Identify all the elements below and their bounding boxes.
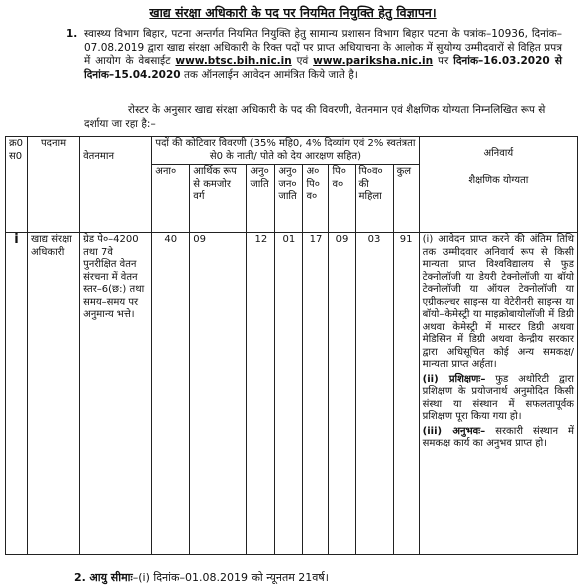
category-unreserved: अना०: [152, 165, 190, 233]
roster-paragraph: [84, 104, 562, 131]
header-serial: क्र0 स0: [6, 137, 28, 233]
table-row: [6, 233, 578, 555]
row-pay-scale: ग्रेड पे०–4200 तथा 7वे पुनरीक्षित वेतन संरचना में वेतन स्तर–6(छ:) तथा समय–समय पर अनुमान्य भत्ते।: [80, 233, 152, 555]
value-st: 01: [275, 233, 303, 555]
website-link-pariksha[interactable]: www.pariksha.nic.in: [313, 55, 434, 67]
header-qualification-cell: [419, 137, 577, 233]
category-total: कुल: [393, 165, 419, 233]
intro-paragraph: [66, 28, 562, 82]
category-st: अनु० जन० जाति: [275, 165, 303, 233]
experience-heading: (iii) अनुभवः–: [422, 425, 486, 437]
category-bc-women: पि०व० की महिला: [355, 165, 393, 233]
intro-text: स्वास्थ्य विभाग बिहार, पटना अन्तर्गत नियमित नियुक्ति हेतु सामान्य प्रशासन विभाग बिहार पटना के पत्रांक–10936, दिनांक–07.08.2019 द्वारा खाद्य संरक्षा अधिकारी के रिक्त पदों पर प्राप्त अधियाचना के आलोक में सुयोग्य उम्मीदवारों से विहित प्रपत्र में आयोग के वेबसाईट: [84, 28, 562, 67]
training-text: फुड अथोरिटी द्वारा प्रशिक्षण के प्रयोजनार्थ अनुमोदित किसी संस्था या संस्थान में सफलतापूर्वक प्रशिक्षण पूरा किया गया हो।: [422, 373, 574, 422]
category-ebc: अ० पि० व०: [303, 165, 329, 233]
qualification-details: [419, 233, 577, 555]
row-serial: i: [6, 233, 28, 555]
age-limit-line: [74, 570, 329, 585]
category-bc: पि० व०: [329, 165, 355, 233]
value-bc-women: 03: [355, 233, 393, 555]
invitation-text: तक ऑनलाईन आवेदन आमंत्रित किये जाते है।: [183, 68, 358, 81]
application-date-range: दिनांक–16.03.2020 से दिनांक–15.04.2020: [84, 55, 562, 81]
on-text: पर: [437, 55, 449, 67]
website-link-btsc[interactable]: www.btsc.bih.nic.in: [175, 55, 292, 67]
conjunction-text: एवं: [296, 55, 309, 67]
roster-text: रोस्टर के अनुसार खाद्य संरक्षा अधिकारी के पद की विवरणी, वेतनमान एवं शैक्षणिक योग्यता निम्नलिखित रूप से दर्शाया जा रहा है:–: [84, 104, 546, 130]
value-sc: 12: [247, 233, 275, 555]
age-limit-text: –(i) दिनांक–01.08.2019 को न्यूनतम 21वर्ष।: [132, 571, 329, 584]
vacancy-table: [5, 136, 578, 555]
header-pay-scale: वेतनमान: [80, 137, 152, 233]
paragraph-number: 1.: [66, 28, 78, 40]
experience-text: सरकारी संस्थान में समकक्ष कार्य का अनुभव प्राप्त हो।: [422, 425, 574, 449]
value-total: 91: [393, 233, 419, 555]
category-sc: अनु० जाति: [247, 165, 275, 233]
value-bc: 09: [329, 233, 355, 555]
page-title: खाद्य संरक्षा अधिकारी के पद पर नियमित नियुक्ति हेतु विज्ञापन।: [149, 5, 437, 20]
value-unreserved: 40: [152, 233, 190, 555]
header-vacancy-details: पदों की कोटिवार विवरणी (35% महि0, 4% दिव्यांग एवं 2% स्वतंत्रता से0 के नाती/ पोते को देय आरक्षण सहित): [152, 137, 419, 165]
qualification-degree: (i) आवेदन प्राप्त करने की अंतिम तिथि तक उम्मीदवार अनिवार्य रूप से किसी मान्यता प्राप्त विश्वविद्यालय से फुड टेक्नोलॉजी या डेयरी टेक्नोलॉजी या बॉयो टेक्नोलॉजी या ऑयल टेक्नोलॉजी या एग्रीकल्चर साइन्स या वेटेरीनरी साइन्स या बॉयो–केमेस्ट्री या माइक्रोबायोलॉजी में डिग्री अथवा केमेस्ट्री में मास्टर डिग्री अथवा मेडिसिन में डिग्री अथवा केन्द्रीय सरकार द्वारा अधिसूचित कोई अन्य समकक्ष/मान्यता प्राप्त अर्हता।: [422, 234, 574, 370]
table-header-row: [6, 137, 578, 165]
value-ebc: 17: [303, 233, 329, 555]
header-qualification: शैक्षणिक योग्यता: [468, 174, 529, 186]
category-ews: आर्थिक रूप से कमजोर वर्ग: [190, 165, 247, 233]
section-number: 2.: [74, 571, 86, 584]
row-post: खाद्य संरक्षा अधिकारी: [28, 233, 80, 555]
value-ews: 09: [190, 233, 247, 555]
header-post: पदनाम: [28, 137, 80, 233]
training-heading: (ii) प्रशिक्षणः–: [422, 373, 486, 385]
age-limit-label: आयु सीमाः: [89, 571, 133, 584]
header-mandatory: अनिवार्य: [483, 148, 514, 159]
